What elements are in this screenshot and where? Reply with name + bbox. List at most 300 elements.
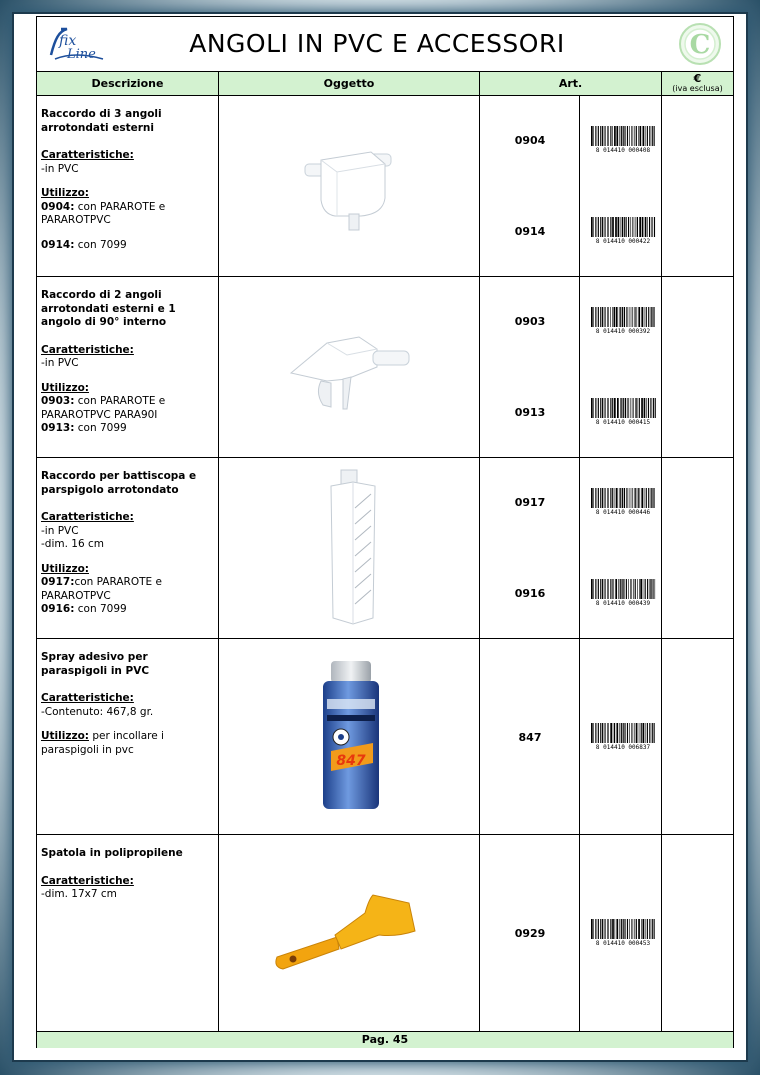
- barcode-bar: [623, 919, 624, 939]
- barcode-bar: [635, 307, 636, 327]
- barcode-bar: [610, 579, 611, 599]
- barcode-bar: [627, 723, 628, 743]
- barcode-cell: [580, 96, 662, 276]
- barcode-bar: [607, 723, 608, 743]
- barcode: [587, 125, 659, 153]
- barcode-bar: [593, 488, 594, 508]
- barcode-bar: [632, 217, 633, 237]
- barcode-bar: [622, 217, 623, 237]
- barcode-bar: [635, 579, 636, 599]
- utilizzo-label: Utilizzo:: [41, 187, 89, 199]
- article-cell: [480, 458, 580, 638]
- article-code: 0904: [514, 134, 546, 147]
- barcode-bar: [624, 723, 625, 743]
- logo-text-top: fix: [59, 33, 77, 49]
- barcode-bar: [624, 126, 625, 146]
- page-header: [37, 17, 733, 71]
- barcode-bar: [598, 398, 599, 418]
- product-image-cell: [219, 458, 480, 638]
- barcode-bar: [620, 488, 621, 508]
- barcode-bar: [595, 126, 596, 146]
- barcode-bar: [612, 307, 613, 327]
- barcode-bar: [626, 579, 627, 599]
- utilizzo-line: 0914: con 7099: [41, 238, 127, 251]
- barcode-bar: [637, 217, 638, 237]
- barcode-bar: [610, 919, 611, 939]
- barcode-bar: [604, 307, 605, 327]
- product-description: [37, 277, 219, 457]
- barcode-bar: [614, 126, 616, 146]
- barcode: [587, 397, 659, 425]
- product-title: Raccordo per battiscopa e parspigolo arrotondato: [41, 470, 197, 496]
- barcode-bar: [626, 217, 627, 237]
- barcode-bar: [648, 398, 649, 418]
- caratteristiche-label: Caratteristiche:: [41, 874, 134, 887]
- barcode-number: 8 014410 000446: [595, 509, 651, 515]
- barcode-bar: [591, 126, 593, 146]
- barcode-bar: [591, 919, 593, 939]
- price-cell: [662, 835, 733, 1031]
- product-description: [37, 835, 219, 1031]
- barcode-bar: [649, 723, 650, 743]
- spray-can-image: [317, 659, 385, 813]
- barcode-bar: [631, 126, 632, 146]
- barcode-bar: [591, 307, 593, 327]
- barcode-bar: [614, 398, 616, 418]
- barcode-bar: [648, 488, 649, 508]
- barcode-bar: [631, 723, 632, 743]
- barcode-bar: [608, 488, 609, 508]
- barcode-bar: [653, 579, 654, 599]
- barcode-bar: [604, 126, 605, 146]
- barcode-bar: [613, 723, 614, 743]
- product-description: [37, 458, 219, 638]
- barcode-bar: [651, 217, 652, 237]
- barcode-bar: [629, 126, 630, 146]
- barcode-number: 8 014410 006837: [595, 744, 651, 750]
- barcode-bar: [643, 919, 645, 939]
- table-row: [37, 639, 733, 835]
- barcode-bar: [654, 126, 655, 146]
- article-code: 847: [518, 731, 542, 744]
- product-image-cell: [219, 835, 480, 1031]
- barcode-bar: [644, 488, 645, 508]
- barcode-bar: [604, 919, 605, 939]
- baseboard-corner-image: [323, 468, 383, 628]
- barcode-bar: [650, 398, 651, 418]
- barcode-bar: [619, 126, 620, 146]
- col-descrizione: Descrizione: [37, 72, 219, 96]
- barcode-bar: [602, 307, 603, 327]
- barcode-bar: [633, 723, 634, 743]
- barcode-bar: [651, 579, 652, 599]
- barcode-bar: [623, 126, 624, 146]
- barcode-bar: [642, 217, 644, 237]
- barcode-bar: [593, 919, 594, 939]
- utilizzo-line: 0916: con 7099: [41, 603, 127, 615]
- barcode-bar: [623, 723, 624, 743]
- caratteristica: -Contenuto: 467,8 gr.: [41, 705, 154, 718]
- barcode-bar: [600, 488, 601, 508]
- barcode-bar: [618, 579, 619, 599]
- barcode-bar: [616, 488, 618, 508]
- table-header: [37, 71, 733, 96]
- barcode-bar: [602, 488, 603, 508]
- col-oggetto: Oggetto: [219, 72, 480, 96]
- caratteristiche-label: Caratteristiche:: [41, 692, 134, 704]
- article-code: 0914: [514, 225, 546, 238]
- barcode-bar: [593, 579, 594, 599]
- barcode-bar: [646, 488, 647, 508]
- barcode-bar: [622, 488, 623, 508]
- barcode: [587, 578, 659, 606]
- barcode-cell: [580, 458, 662, 638]
- price-cell: [662, 639, 733, 834]
- barcode-bar: [643, 126, 645, 146]
- product-description: [37, 639, 219, 834]
- barcode-bar: [616, 919, 618, 939]
- barcode-bar: [647, 126, 648, 146]
- barcode-bar: [638, 919, 640, 939]
- barcode: [587, 306, 659, 334]
- barcode-bar: [620, 579, 621, 599]
- barcode-bar: [633, 398, 634, 418]
- barcode-bar: [619, 307, 620, 327]
- barcode-bar: [637, 307, 638, 327]
- barcode-bar: [634, 126, 635, 146]
- barcode-bar: [591, 217, 593, 237]
- barcode-bar: [598, 126, 599, 146]
- barcode-bar: [638, 307, 640, 327]
- barcode-bar: [630, 579, 631, 599]
- barcode-bar: [639, 398, 640, 418]
- page-footer: Pag. 45: [37, 1031, 733, 1048]
- catalog-sheet: [36, 16, 734, 1048]
- utilizzo-label: Utilizzo:: [41, 381, 89, 394]
- barcode-bar: [607, 217, 608, 237]
- barcode-number: 8 014410 000439: [595, 600, 651, 606]
- article-code: 0903: [514, 315, 546, 328]
- barcode-bar: [641, 307, 643, 327]
- barcode-bar: [602, 723, 603, 743]
- barcode-bar: [639, 217, 641, 237]
- caratteristica: -dim. 16 cm: [41, 538, 104, 550]
- barcode-bar: [595, 217, 596, 237]
- barcode-bar: [644, 307, 645, 327]
- barcode-bar: [652, 126, 653, 146]
- barcode-bar: [651, 307, 652, 327]
- utilizzo-line: 0913: con 7099: [41, 422, 127, 434]
- barcode-bar: [608, 307, 609, 327]
- barcode-bar: [623, 398, 624, 418]
- caratteristica: -in PVC: [41, 524, 79, 537]
- barcode-bar: [608, 579, 609, 599]
- barcode-bar: [598, 579, 599, 599]
- product-title: Spatola in polipropilene: [41, 847, 183, 859]
- barcode-bar: [632, 398, 633, 418]
- barcode-bar: [640, 488, 641, 508]
- barcode-bar: [652, 307, 653, 327]
- barcode-bar: [646, 307, 647, 327]
- barcode-bar: [605, 126, 606, 146]
- table-row: [37, 277, 733, 458]
- barcode-bar: [595, 488, 596, 508]
- barcode-bar: [631, 919, 632, 939]
- barcode-bar: [652, 919, 653, 939]
- barcode-bar: [602, 217, 603, 237]
- barcode-bar: [639, 723, 640, 743]
- barcode-cell: [580, 639, 662, 834]
- barcode-bar: [598, 217, 599, 237]
- barcode-bar: [600, 723, 601, 743]
- barcode-bar: [632, 488, 633, 508]
- barcode: [587, 216, 659, 244]
- barcode-bar: [607, 398, 608, 418]
- badge-letter: C: [689, 30, 711, 60]
- caratteristiche-label: Caratteristiche:: [41, 149, 134, 161]
- barcode-bar: [607, 579, 608, 599]
- barcode-bar: [615, 579, 617, 599]
- barcode-bar: [593, 723, 594, 743]
- article-cell: [480, 277, 580, 457]
- barcode-bar: [631, 488, 632, 508]
- table-row: [37, 96, 733, 277]
- utilizzo-line: 0903: con PARAROTE e PARAROTPVC PARA90I: [41, 395, 166, 421]
- barcode-bar: [615, 217, 617, 237]
- barcode-bar: [637, 579, 638, 599]
- barcode-bar: [654, 217, 655, 237]
- barcode-bar: [602, 579, 603, 599]
- barcode-bar: [634, 488, 635, 508]
- barcode-bar: [616, 126, 618, 146]
- barcode-bar: [622, 307, 623, 327]
- barcode-bar: [641, 488, 643, 508]
- barcode-bar: [598, 723, 599, 743]
- barcode-bar: [618, 217, 620, 237]
- barcode-bar: [654, 723, 655, 743]
- barcode-bar: [652, 488, 653, 508]
- category-c-badge: [678, 22, 722, 66]
- barcode-bar: [630, 217, 631, 237]
- article-code: 0916: [514, 587, 546, 600]
- barcode-bar: [653, 398, 654, 418]
- product-title: Spray adesivo per paraspigoli in PVC: [41, 651, 150, 677]
- product-image-cell: [219, 639, 480, 834]
- product-image-cell: [219, 277, 480, 457]
- col-euro: [662, 72, 733, 96]
- barcode-number: 8 014410 000453: [595, 940, 651, 946]
- corner-3-way-image: [301, 144, 401, 234]
- barcode-bar: [640, 126, 642, 146]
- barcode-bar: [591, 579, 593, 599]
- barcode-bar: [602, 126, 603, 146]
- barcode-bar: [645, 217, 647, 237]
- barcode-bar: [617, 398, 619, 418]
- barcode-number: 8 014410 000415: [595, 419, 651, 425]
- barcode-bar: [627, 398, 628, 418]
- barcode-bar: [623, 579, 624, 599]
- barcode-bar: [607, 919, 608, 939]
- barcode-bar: [600, 919, 601, 939]
- barcode-bar: [619, 919, 620, 939]
- barcode-bar: [628, 579, 629, 599]
- article-cell: [480, 835, 580, 1031]
- barcode-bar: [595, 723, 596, 743]
- barcode-bar: [610, 126, 611, 146]
- barcode-bar: [635, 398, 636, 418]
- barcode-bar: [636, 398, 637, 418]
- barcode-cell: [580, 835, 662, 1031]
- barcode-bar: [593, 307, 594, 327]
- barcode-bar: [593, 398, 594, 418]
- euro-note: (iva esclusa): [672, 84, 723, 93]
- barcode-bar: [647, 919, 648, 939]
- barcode-bar: [621, 919, 622, 939]
- barcode-bar: [630, 398, 631, 418]
- barcode-bar: [639, 579, 640, 599]
- barcode-cell: [580, 277, 662, 457]
- barcode-bar: [643, 579, 644, 599]
- barcode-bar: [619, 488, 620, 508]
- barcode-bar: [636, 217, 637, 237]
- barcode-bar: [615, 919, 616, 939]
- barcode-bar: [645, 919, 646, 939]
- barcode-bar: [624, 217, 625, 237]
- barcode-bar: [621, 723, 622, 743]
- barcode-bar: [610, 217, 611, 237]
- barcode-bar: [593, 217, 594, 237]
- barcode-bar: [602, 919, 603, 939]
- barcode-bar: [655, 579, 656, 599]
- barcode-bar: [641, 723, 642, 743]
- barcode-bar: [632, 307, 633, 327]
- barcode-bar: [598, 488, 599, 508]
- caratteristiche-label: Caratteristiche:: [41, 343, 134, 356]
- barcode-bar: [610, 398, 611, 418]
- utilizzo-label: Utilizzo:: [41, 562, 89, 575]
- article-code: 0917: [514, 496, 546, 509]
- barcode-bar: [629, 307, 630, 327]
- barcode-bar: [629, 488, 630, 508]
- barcode-bar: [595, 579, 596, 599]
- barcode-bar: [612, 126, 613, 146]
- barcode-bar: [641, 398, 643, 418]
- barcode-bar: [627, 126, 628, 146]
- barcode-bar: [612, 488, 613, 508]
- logo-text-bottom: Line: [67, 47, 96, 62]
- barcode-bar: [634, 919, 635, 939]
- barcode-bar: [624, 488, 625, 508]
- barcode-bar: [612, 579, 613, 599]
- barcode-bar: [645, 723, 646, 743]
- barcode-bar: [645, 126, 646, 146]
- barcode-bar: [598, 919, 599, 939]
- utilizzo-line: 0917:con PARAROTE e PARAROTPVC: [41, 576, 162, 602]
- barcode-bar: [605, 723, 606, 743]
- product-title: Raccordo di 2 angoli arrotondati esterni e 1 angolo di 90° interno: [41, 289, 176, 328]
- barcode-bar: [655, 398, 656, 418]
- barcode-bar: [624, 307, 625, 327]
- caratteristica: -in PVC: [41, 357, 79, 369]
- euro-symbol: €: [693, 72, 702, 85]
- barcode-bar: [620, 398, 621, 418]
- article-code: 0913: [514, 406, 546, 419]
- barcode-bar: [636, 919, 637, 939]
- barcode-bar: [605, 217, 606, 237]
- barcode-bar: [600, 217, 601, 237]
- barcode-bar: [647, 217, 648, 237]
- caratteristica: -in PVC: [41, 162, 79, 175]
- barcode-bar: [610, 307, 611, 327]
- barcode-bar: [644, 398, 646, 418]
- barcode-bar: [640, 579, 642, 599]
- barcode-bar: [604, 579, 605, 599]
- barcode-bar: [614, 723, 615, 743]
- can-label: 847: [336, 753, 366, 769]
- barcode-bar: [645, 579, 646, 599]
- barcode-bar: [654, 919, 655, 939]
- barcode-bar: [602, 398, 603, 418]
- barcode-bar: [624, 919, 625, 939]
- barcode-bar: [612, 919, 614, 939]
- barcode-bar: [600, 126, 601, 146]
- product-image-cell: [219, 96, 480, 276]
- barcode-bar: [616, 723, 618, 743]
- barcode-bar: [636, 723, 638, 743]
- barcode-bar: [620, 307, 621, 327]
- barcode-bar: [650, 579, 651, 599]
- barcode-bar: [625, 398, 626, 418]
- barcode-bar: [633, 579, 634, 599]
- barcode-number: 8 014410 000408: [595, 147, 651, 153]
- barcode-bar: [634, 723, 635, 743]
- barcode-bar: [595, 307, 596, 327]
- barcode-bar: [629, 723, 630, 743]
- barcode-bar: [608, 723, 609, 743]
- barcode-bar: [598, 307, 599, 327]
- barcode-bar: [619, 723, 620, 743]
- barcode-bar: [621, 217, 622, 237]
- barcode-bar: [626, 488, 627, 508]
- table-row: [37, 835, 733, 1031]
- utilizzo-line: Utilizzo: per incollare i paraspigoli in pvc: [41, 730, 164, 756]
- barcode-bar: [621, 126, 622, 146]
- barcode-bar: [604, 723, 605, 743]
- barcode-bar: [608, 398, 609, 418]
- barcode-bar: [631, 307, 632, 327]
- barcode-bar: [654, 488, 655, 508]
- barcode-bar: [629, 919, 630, 939]
- barcode: [587, 722, 659, 750]
- barcode-bar: [616, 307, 618, 327]
- spatula-image: [269, 891, 431, 977]
- barcode-bar: [627, 919, 628, 939]
- barcode-bar: [595, 398, 596, 418]
- barcode-bar: [614, 307, 616, 327]
- barcode-bar: [600, 307, 601, 327]
- barcode-bar: [651, 488, 652, 508]
- barcode-bar: [649, 126, 650, 146]
- barcode-number: 8 014410 000422: [595, 238, 651, 244]
- barcode-bar: [649, 217, 650, 237]
- product-title: Raccordo di 3 angoli arrotondati esterni: [41, 108, 162, 134]
- barcode-bar: [591, 488, 593, 508]
- barcode-bar: [633, 126, 634, 146]
- barcode-bar: [638, 126, 639, 146]
- barcode-bar: [604, 488, 605, 508]
- barcode-bar: [613, 579, 614, 599]
- fixline-logo: [45, 25, 105, 63]
